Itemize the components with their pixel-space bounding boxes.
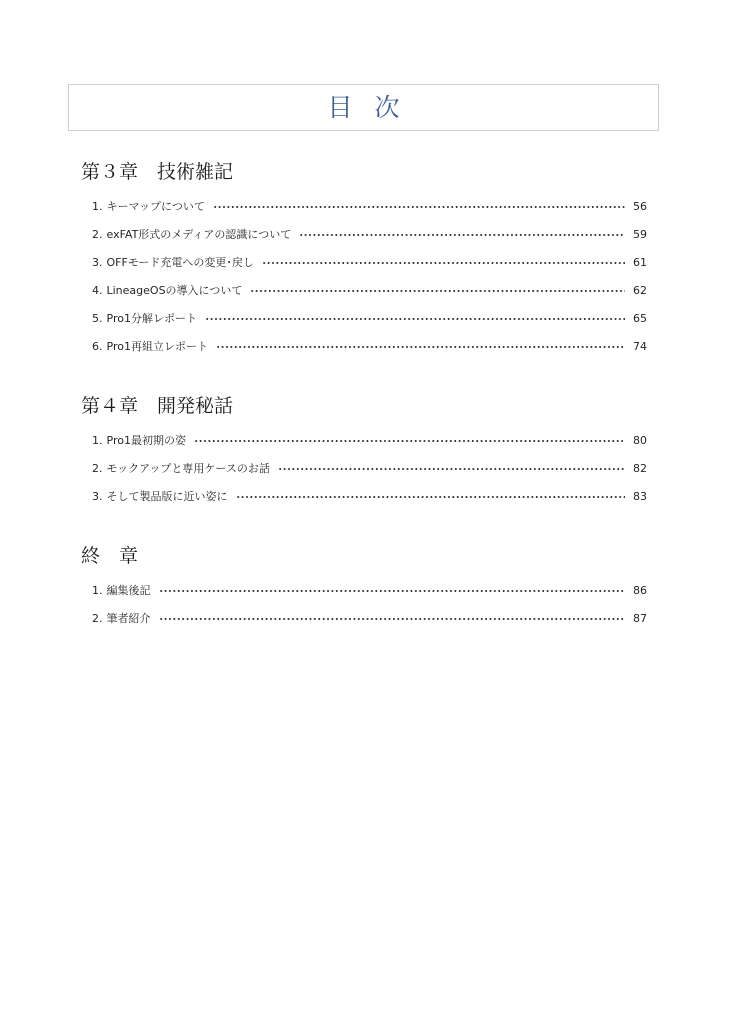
- dot-leader: [278, 468, 625, 470]
- toc-entry[interactable]: [81, 220, 651, 248]
- dot-leader: [194, 440, 625, 442]
- toc-entry[interactable]: [81, 454, 651, 482]
- entry-title: そして製品版に近い姿に: [106, 490, 228, 503]
- entry-title: OFFモード充電への変更･戻し: [106, 256, 254, 269]
- chapter-3: [81, 160, 651, 360]
- entry-number: 3.: [92, 256, 103, 269]
- chapter-heading: 第３章 技術雑記: [81, 161, 234, 183]
- toc-entry[interactable]: [81, 276, 651, 304]
- toc-entry[interactable]: [81, 304, 651, 332]
- entry-number: 1.: [92, 584, 103, 597]
- entry-title: キーマップについて: [106, 200, 205, 213]
- entry-number: 1.: [92, 200, 103, 213]
- entry-title: モックアップと専用ケースのお話: [106, 462, 270, 475]
- entry-title: LineageOSの導入について: [106, 284, 243, 297]
- dot-leader: [299, 234, 625, 236]
- entry-page-number: 83: [633, 489, 647, 503]
- entry-page-number: 62: [633, 283, 647, 297]
- chapter-entries: [81, 426, 651, 510]
- chapter-4: [81, 394, 651, 510]
- entry-title: Pro1再組立レポート: [106, 340, 208, 353]
- entry-page-number: 59: [633, 227, 647, 241]
- entry-page-number: 87: [633, 611, 647, 625]
- final-chapter: [81, 544, 651, 632]
- entry-number: 2.: [92, 612, 103, 625]
- dot-leader: [159, 618, 626, 620]
- toc-entry[interactable]: [81, 426, 651, 454]
- entry-page-number: 74: [633, 339, 647, 353]
- entry-number: 5.: [92, 312, 103, 325]
- entry-page-number: 82: [633, 461, 647, 475]
- toc-entry[interactable]: [81, 248, 651, 276]
- entry-number: 1.: [92, 434, 103, 447]
- toc-title-box: [68, 84, 659, 131]
- dot-leader: [262, 262, 625, 264]
- entry-title: Pro1最初期の姿: [106, 434, 186, 447]
- chapter-entries: [81, 576, 651, 632]
- dot-leader: [216, 346, 625, 348]
- toc-entry[interactable]: [81, 482, 651, 510]
- dot-leader: [213, 206, 625, 208]
- entry-title: 筆者紹介: [106, 612, 151, 625]
- chapter-heading: 終 章: [81, 545, 139, 567]
- toc-entry[interactable]: [81, 332, 651, 360]
- entry-number: 6.: [92, 340, 103, 353]
- entry-page-number: 80: [633, 433, 647, 447]
- entry-number: 3.: [92, 490, 103, 503]
- entry-page-number: 86: [633, 583, 647, 597]
- toc-entry[interactable]: [81, 576, 651, 604]
- toc-entry[interactable]: [81, 604, 651, 632]
- entry-number: 2.: [92, 462, 103, 475]
- dot-leader: [236, 496, 626, 498]
- entry-number: 4.: [92, 284, 103, 297]
- entry-title: exFAT形式のメディアの認識について: [106, 228, 292, 241]
- entry-page-number: 61: [633, 255, 647, 269]
- dot-leader: [205, 318, 625, 320]
- entry-page-number: 65: [633, 311, 647, 325]
- dot-leader: [159, 590, 626, 592]
- entry-title: 編集後記: [106, 584, 151, 597]
- toc-title: 目次: [327, 93, 422, 122]
- chapter-heading: 第４章 開発秘話: [81, 395, 234, 417]
- dot-leader: [250, 290, 625, 292]
- toc-entry[interactable]: [81, 192, 651, 220]
- entry-title: Pro1分解レポート: [106, 312, 197, 325]
- chapter-entries: [81, 192, 651, 360]
- entry-number: 2.: [92, 228, 103, 241]
- entry-page-number: 56: [633, 199, 647, 213]
